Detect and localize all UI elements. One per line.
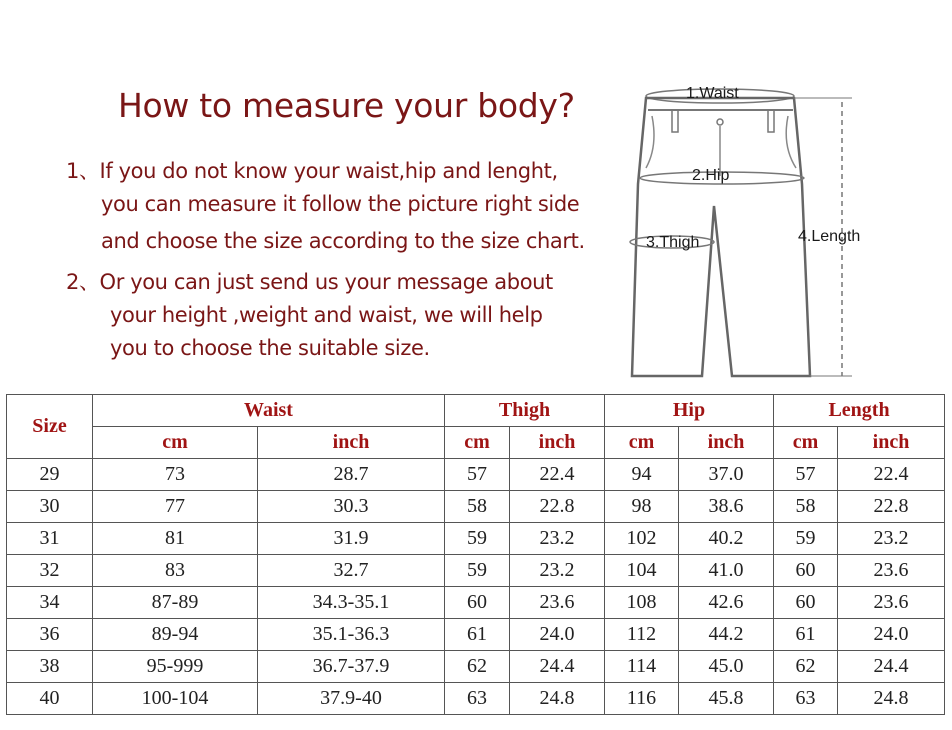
table-cell: 35.1-36.3 <box>258 619 445 651</box>
table-cell: 31 <box>7 523 93 555</box>
unit-header: cm <box>774 427 838 459</box>
table-cell: 24.8 <box>510 683 605 715</box>
table-cell: 34.3-35.1 <box>258 587 445 619</box>
table-cell: 29 <box>7 459 93 491</box>
table-cell: 31.9 <box>258 523 445 555</box>
hip-label: 2.Hip <box>692 167 730 184</box>
table-cell: 57 <box>774 459 838 491</box>
table-cell: 44.2 <box>679 619 774 651</box>
table-cell: 38.6 <box>679 491 774 523</box>
table-cell: 22.4 <box>510 459 605 491</box>
table-cell: 116 <box>605 683 679 715</box>
table-cell: 57 <box>445 459 510 491</box>
unit-header: cm <box>93 427 258 459</box>
table-cell: 61 <box>445 619 510 651</box>
table-cell: 36.7-37.9 <box>258 651 445 683</box>
length-header: Length <box>774 395 945 427</box>
unit-header: inch <box>679 427 774 459</box>
measurement-diagram <box>622 76 952 382</box>
table-cell: 30 <box>7 491 93 523</box>
table-cell: 45.8 <box>679 683 774 715</box>
table-cell: 40.2 <box>679 523 774 555</box>
table-cell: 37.0 <box>679 459 774 491</box>
table-cell: 23.6 <box>838 587 945 619</box>
instruction-line-2: you can measure it follow the picture right side <box>101 192 580 216</box>
table-cell: 30.3 <box>258 491 445 523</box>
table-cell: 59 <box>445 555 510 587</box>
table-cell: 23.6 <box>510 587 605 619</box>
waist-header: Waist <box>93 395 445 427</box>
table-cell: 23.2 <box>510 555 605 587</box>
unit-header: cm <box>605 427 679 459</box>
table-cell: 38 <box>7 651 93 683</box>
length-label: 4.Length <box>798 228 861 245</box>
table-cell: 95-999 <box>93 651 258 683</box>
hip-header: Hip <box>605 395 774 427</box>
table-row <box>7 651 945 683</box>
table-cell: 94 <box>605 459 679 491</box>
table-cell: 28.7 <box>258 459 445 491</box>
table-cell: 61 <box>774 619 838 651</box>
table-cell: 81 <box>93 523 258 555</box>
table-cell: 63 <box>445 683 510 715</box>
size-chart-table <box>6 394 945 715</box>
table-cell: 102 <box>605 523 679 555</box>
table-cell: 24.8 <box>838 683 945 715</box>
table-cell: 60 <box>774 587 838 619</box>
table-cell: 24.0 <box>510 619 605 651</box>
table-cell: 104 <box>605 555 679 587</box>
thigh-header: Thigh <box>445 395 605 427</box>
table-cell: 59 <box>774 523 838 555</box>
table-cell: 32 <box>7 555 93 587</box>
page-title: How to measure your body? <box>118 86 575 125</box>
size-header: Size <box>7 395 93 459</box>
table-cell: 58 <box>774 491 838 523</box>
instruction-line-3: and choose the size according to the size chart. <box>101 229 585 253</box>
unit-header-row <box>7 427 945 459</box>
table-cell: 98 <box>605 491 679 523</box>
table-row <box>7 683 945 715</box>
table-cell: 59 <box>445 523 510 555</box>
instruction-line-5: your height ,weight and waist, we will help <box>110 303 543 327</box>
table-cell: 83 <box>93 555 258 587</box>
table-cell: 23.6 <box>838 555 945 587</box>
table-row <box>7 523 945 555</box>
table-row <box>7 555 945 587</box>
thigh-label: 3.Thigh <box>646 234 700 251</box>
group-header-row <box>7 395 945 427</box>
table-cell: 40 <box>7 683 93 715</box>
table-row <box>7 459 945 491</box>
table-cell: 112 <box>605 619 679 651</box>
table-cell: 108 <box>605 587 679 619</box>
table-cell: 100-104 <box>93 683 258 715</box>
unit-header: cm <box>445 427 510 459</box>
table-cell: 62 <box>445 651 510 683</box>
table-row <box>7 587 945 619</box>
table-cell: 22.8 <box>510 491 605 523</box>
instruction-line-4: 2、Or you can just send us your message about <box>66 270 553 294</box>
table-cell: 36 <box>7 619 93 651</box>
unit-header: inch <box>510 427 605 459</box>
table-cell: 89-94 <box>93 619 258 651</box>
table-cell: 60 <box>445 587 510 619</box>
table-cell: 34 <box>7 587 93 619</box>
table-cell: 22.4 <box>838 459 945 491</box>
table-cell: 22.8 <box>838 491 945 523</box>
table-cell: 23.2 <box>838 523 945 555</box>
table-cell: 87-89 <box>93 587 258 619</box>
table-cell: 58 <box>445 491 510 523</box>
unit-header: inch <box>838 427 945 459</box>
table-cell: 77 <box>93 491 258 523</box>
table-cell: 45.0 <box>679 651 774 683</box>
instruction-line-1: 1、If you do not know your waist,hip and lenght, <box>66 159 558 183</box>
table-cell: 42.6 <box>679 587 774 619</box>
table-cell: 114 <box>605 651 679 683</box>
table-cell: 37.9-40 <box>258 683 445 715</box>
table-row <box>7 619 945 651</box>
waist-label: 1.Waist <box>686 85 739 102</box>
table-cell: 41.0 <box>679 555 774 587</box>
table-cell: 24.4 <box>838 651 945 683</box>
table-cell: 24.4 <box>510 651 605 683</box>
table-row <box>7 491 945 523</box>
shorts-diagram-icon <box>622 76 952 382</box>
table-cell: 62 <box>774 651 838 683</box>
table-cell: 32.7 <box>258 555 445 587</box>
table-cell: 63 <box>774 683 838 715</box>
table-cell: 24.0 <box>838 619 945 651</box>
table-cell: 23.2 <box>510 523 605 555</box>
instruction-line-6: you to choose the suitable size. <box>110 336 430 360</box>
table-cell: 73 <box>93 459 258 491</box>
unit-header: inch <box>258 427 445 459</box>
table-cell: 60 <box>774 555 838 587</box>
